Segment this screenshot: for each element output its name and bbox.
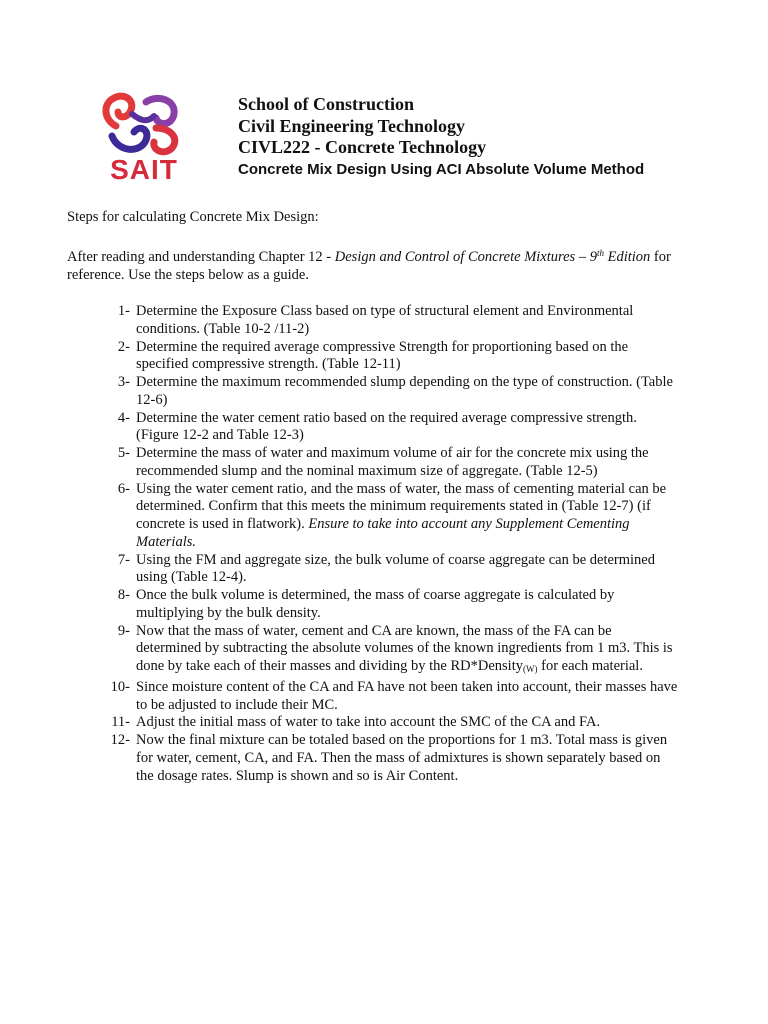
step-text: Determine the mass of water and maximum volume of air for the concrete mix using the recommended slump and the nominal maximum size of aggregate. (Table 12-5)	[136, 445, 649, 479]
step-text: Now that the mass of water, cement and CA are known, the mass of the FA can be determined by subtracting the absolute volumes of the known ingredients from 1 m3. This is done by take each of their masses and dividing by the RD*Density	[136, 622, 673, 674]
step-number: 4-	[117, 409, 130, 426]
para-edition-text: Edition	[603, 249, 651, 265]
step-text: Determine the required average compressive Strength for proportioning based on the specified compressive strength. (Table 12-11)	[136, 338, 629, 373]
step-number: 6-	[117, 480, 130, 497]
step-number: 12-	[110, 732, 130, 748]
list-item	[100, 587, 680, 623]
step-text: Since moisture content of the CA and FA have not been taken into account, their masses have to be adjusted to include their MC.	[136, 678, 678, 713]
step-number: 8-	[117, 587, 130, 603]
list-item	[100, 679, 680, 715]
list-item	[100, 623, 680, 679]
list-item	[100, 410, 680, 446]
list-item	[100, 732, 680, 785]
step-text: Adjust the initial mass of water to take into account the SMC of the CA and FA.	[136, 714, 601, 731]
list-item	[100, 445, 680, 481]
list-item	[100, 374, 680, 410]
intro-text: Steps for calculating Concrete Mix Design:	[67, 209, 319, 225]
step-number: 5-	[117, 445, 130, 461]
step-number: 1-	[117, 303, 130, 319]
document-header	[238, 94, 644, 180]
list-item	[100, 714, 680, 732]
para-text-b: for reference. Use the steps below as a guide.	[67, 249, 671, 283]
step-text-after: for each material.	[537, 658, 643, 674]
para-title-text: Design and Control of Concrete Mixtures – 9	[334, 249, 597, 265]
steps-list	[100, 303, 680, 785]
list-item	[100, 339, 680, 375]
program-name: Civil Engineering Technology	[238, 115, 466, 136]
step-number: 7-	[117, 551, 130, 568]
sait-logo-mark	[96, 92, 188, 158]
step-text: Determine the maximum recommended slump depending on the type of construction. (Table 12-6)	[136, 374, 673, 408]
step-text: Determine the Exposure Class based on type of structural element and Environmental conditions. (Table 10-2 /11-2)	[136, 303, 634, 337]
para-book-title	[335, 249, 651, 265]
course-title: CIVL222 - Concrete Technology	[238, 137, 487, 157]
step-subscript: (W)	[522, 664, 538, 674]
document-subtitle: Concrete Mix Design Using ACI Absolute Volume Method	[238, 160, 645, 178]
para-text-a: After reading and understanding Chapter 12 -	[67, 249, 335, 265]
step-text: Now the final mixture can be totaled based on the proportions for 1 m3. Total mass is given for water, cement, CA, and FA. Then the mass of admixtures is shown separately based on the dosage rates. Slump is shown and so is Air Content.	[136, 732, 668, 784]
reference-paragraph	[67, 244, 717, 284]
step-number: 9-	[117, 622, 130, 639]
step-text: Using the FM and aggregate size, the bulk volume of coarse aggregate can be determined using (Table 12-4).	[136, 551, 655, 586]
step-number: 10-	[110, 678, 130, 695]
sait-logo	[96, 92, 188, 192]
step-number: 11-	[111, 714, 130, 731]
logo-wordmark: SAIT	[110, 154, 178, 185]
step-text: Determine the water cement ratio based on the required average compressive strength. (Figure 12-2 and Table 12-3)	[136, 409, 637, 444]
para-superscript: th	[596, 248, 604, 258]
list-item	[100, 481, 680, 552]
step-italic-text: Ensure to take into account any Supplement Cementing Materials.	[136, 516, 630, 550]
step-number: 3-	[117, 374, 130, 390]
list-item	[100, 552, 680, 588]
school-name: School of Construction	[238, 94, 415, 114]
step-number: 2-	[117, 338, 130, 355]
list-item	[100, 303, 680, 339]
step-text: Once the bulk volume is determined, the mass of coarse aggregate is calculated by multiplying by the bulk density.	[136, 587, 615, 621]
step-text: Using the water cement ratio, and the mass of water, the mass of cementing material can be determined. Confirm that this meets the minimum requirements stated in (Table 12-7) (if concrete is used in flatwork).	[136, 480, 667, 532]
